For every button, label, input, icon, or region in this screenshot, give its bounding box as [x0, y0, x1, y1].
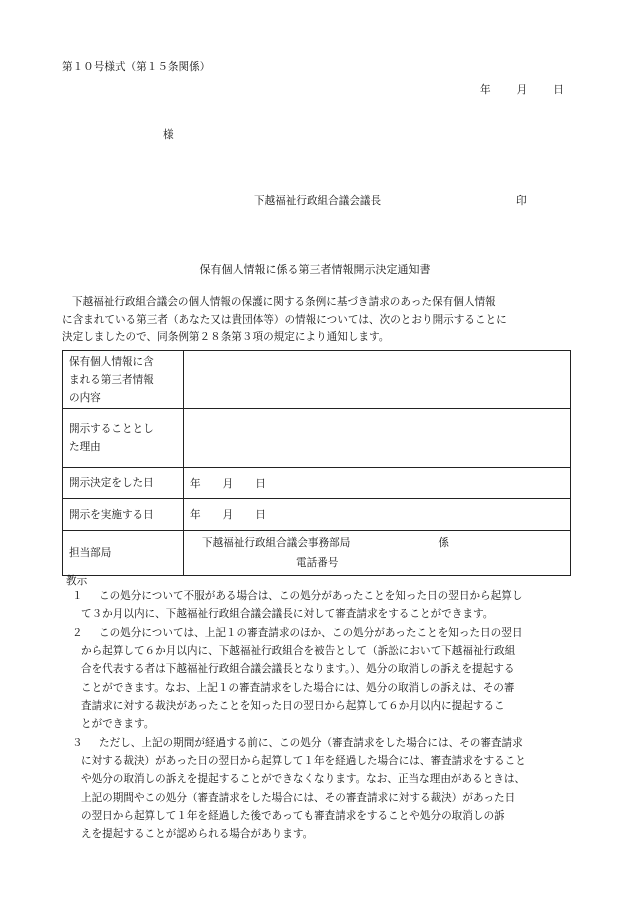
row-label-reason: [63, 409, 184, 468]
item-line: て３か月以内に、下越福祉行政組合議会議長に対して審査請求をすることができます。: [81, 608, 494, 621]
item-number: ３: [72, 737, 83, 749]
label-line: 開示することとし: [69, 423, 154, 435]
item-number: １: [72, 590, 83, 602]
date-day: 日: [255, 509, 266, 521]
item-number: ２: [72, 627, 83, 639]
date-year: 年: [480, 84, 491, 96]
label-line: の内容: [69, 391, 101, 404]
department-line: [190, 533, 564, 553]
value-decision-date: [184, 468, 571, 499]
intro-line: 決定しましたので、同条例第２８条第３項の規定により通知します。: [62, 331, 390, 343]
section-suffix: 係: [438, 537, 449, 549]
label-line: 保有個人情報に含: [69, 355, 154, 368]
form-number: 第１０号様式（第１５条関係）: [62, 61, 211, 73]
intro-line: に含まれている第三者（あなた又は貴団体等）の情報については、次のとおり開示することに: [62, 313, 507, 326]
table-row: [63, 468, 571, 499]
item-line: 合を代表する者は下越福祉行政組合議会議長となります。）、処分の取消しの訴えを提起する: [81, 663, 515, 676]
seal-mark: 印: [516, 195, 527, 207]
item-line: この処分については、上記１の審査請求のほか、この処分があったことを知った日の翌日: [99, 627, 523, 639]
instruction-item: [66, 624, 586, 733]
item-line: とができます。: [81, 718, 155, 731]
instructions-heading: 教示: [66, 575, 88, 587]
label-line: た理由: [69, 441, 101, 453]
row-label-implementation-date: 開示を実施する日: [63, 499, 184, 531]
item-line: に対する裁決）があった日の翌日から起算して１年を経過した場合には、審査請求をすること: [81, 755, 526, 768]
date-month: 月: [222, 509, 234, 521]
date-year: 年: [190, 509, 201, 521]
date-year: 年: [190, 477, 201, 490]
value-department: [184, 531, 571, 576]
row-label-third-party-info: [63, 351, 184, 409]
label-line: まれる第三者情報: [69, 373, 154, 386]
instruction-item: [66, 734, 586, 843]
item-line: ことができます。なお、上記１の審査請求をした場合には、処分の取消しの訴えは、その審: [81, 681, 515, 694]
phone-label: 電話番号: [296, 557, 339, 569]
row-label-decision-date: 開示決定をした日: [63, 468, 184, 499]
value-third-party-info: [184, 351, 571, 409]
item-line: の翌日から起算して１年を経過した後であっても審査請求をすることや処分の取消しの訴: [81, 809, 505, 822]
table-row: [63, 351, 571, 409]
row-label-department: 担当部局: [63, 531, 184, 576]
intro-line: 下越福祉行政組合議会の個人情報の保護に関する条例に基づき請求のあった保有個人情報: [72, 296, 496, 308]
item-line: 上記の期間やこの処分（審査請求をした場合には、その審査請求に対する裁決）があった日: [81, 791, 516, 804]
item-line: から起算して６か月以内に、下越福祉行政組合を被告として（訴訟において下越福祉行政組: [81, 645, 516, 658]
date-month: 月: [516, 84, 528, 96]
addressee-suffix: 様: [163, 129, 174, 141]
value-reason: [184, 409, 571, 468]
item-line: ただし、上記の期間が経過する前に、この処分（審査請求をした場合には、その審査請求: [99, 737, 523, 749]
date-month: 月: [222, 477, 234, 490]
item-line: や処分の取消しの訴えを提起することができなくなります。なお、正当な理由があるときは、: [81, 773, 526, 786]
document-title: 保有個人情報に係る第三者情報開示決定通知書: [199, 263, 431, 276]
date-day: 日: [255, 477, 266, 490]
table-row: [63, 409, 571, 468]
item-line: この処分について不服がある場合は、この処分があったことを知った日の翌日から起算し: [99, 590, 523, 602]
table-row: [63, 499, 571, 531]
sender-title: 下越福祉行政組合議会議長: [254, 195, 382, 207]
department-name: 下越福祉行政組合議会事務部局: [202, 537, 351, 549]
item-line: えを提起することが認められる場合があります。: [81, 828, 314, 841]
value-implementation-date: [184, 499, 571, 531]
instruction-item: [66, 587, 586, 623]
table-row: [63, 531, 571, 576]
disclosure-table: [62, 350, 571, 576]
intro-paragraph: [62, 294, 582, 347]
issue-date: [480, 82, 564, 97]
item-line: 査請求に対する裁決があったことを知った日の翌日から起算して６か月以内に提起するこ: [81, 699, 505, 712]
date-day: 日: [553, 84, 564, 96]
